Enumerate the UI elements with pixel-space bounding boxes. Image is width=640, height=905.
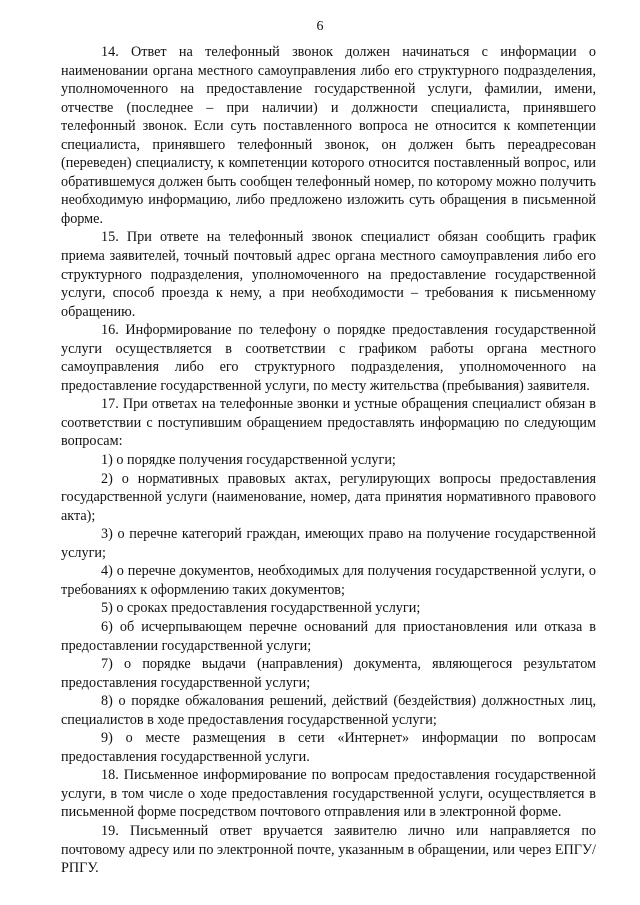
list-item-4: 4) о перечне документов, необходимых для получения государственной услуги, о требованиях к оформлению таких документов; — [61, 563, 596, 598]
document-body — [61, 43, 596, 878]
page-number: 6 — [316, 19, 324, 34]
list-item-9: 9) о месте размещения в сети «Интернет» информации по вопросам предоставления государственной услуги. — [61, 730, 596, 765]
list-item-6: 6) об исчерпывающем перечне оснований для приостановления или отказа в предоставлении государственной услуги; — [61, 618, 596, 654]
list-item-2: 2) о нормативных правовых актах, регулирующих вопросы предоставления государственной услуги (наименование, номер, дата принятия нормативного правового акта); — [61, 470, 596, 524]
list-item-1: 1) о порядке получения государственной услуги; — [101, 452, 396, 469]
list-item-7: 7) о порядке выдачи (направления) документа, являющегося результатом предоставления государственной услуги; — [61, 656, 596, 691]
list-item-5: 5) о сроках предоставления государственной услуги; — [101, 600, 421, 617]
paragraph-16: 16. Информирование по телефону о порядке предоставления государственной услуги осуществляется в соответствии с графиком работы органа местного самоуправления либо его структурного подразделения, уполномоченного на предоставление государственной услуги, по месту жительства (пребывания) заявителя. — [61, 322, 596, 394]
paragraph-17: 17. При ответах на телефонные звонки и устные обращения специалист обязан в соответствии с поступившим обращением предоставлять информацию по следующим вопросам: — [61, 396, 596, 450]
list-item-3: 3) о перечне категорий граждан, имеющих право на получение государственной услуги; — [61, 526, 596, 561]
list-item-8: 8) о порядке обжалования решений, действий (бездействия) должностных лиц, специалистов в ходе предоставления государственной услуги; — [61, 693, 596, 728]
paragraph-14: 14. Ответ на телефонный звонок должен начинаться с информации о наименовании органа местного самоуправления либо его структурного подразделения, уполномоченного на предоставление государственной услуги, фамилии, имени, отчестве (последнее – при наличии) и должности специалиста, принявшего телефонный звонок. Если суть поставленного вопроса не относится к компетенции специалиста, принявшего телефонный звонок, он должен быть переадресован (переведен) специалисту, к компетенции которого относится поставленный вопрос, или обратившемуся должен быть сообщен телефонный номер, по которому можно получить необходимую информацию, либо предложено изложить суть обращения в письменной форме. — [61, 44, 596, 227]
paragraph-19: 19. Письменный ответ вручается заявителю лично или направляется по почтовому адресу или по электронной почте, указанным в обращении, или через ЕПГУ/РПГУ. — [61, 822, 596, 877]
paragraph-15: 15. При ответе на телефонный звонок специалист обязан сообщить график приема заявителей, точный почтовый адрес органа местного самоуправления либо его структурного подразделения, уполномоченного на предоставление государственной услуги, способ проезда к нему, а при необходимости – требования к письменному обращению. — [61, 229, 596, 320]
paragraph-18: 18. Письменное информирование по вопросам предоставления государственной услуги, в том числе о ходе предоставления государственной услуги, осуществляется в письменной форме посредством почтового отправления или в электронной форме. — [61, 767, 596, 821]
